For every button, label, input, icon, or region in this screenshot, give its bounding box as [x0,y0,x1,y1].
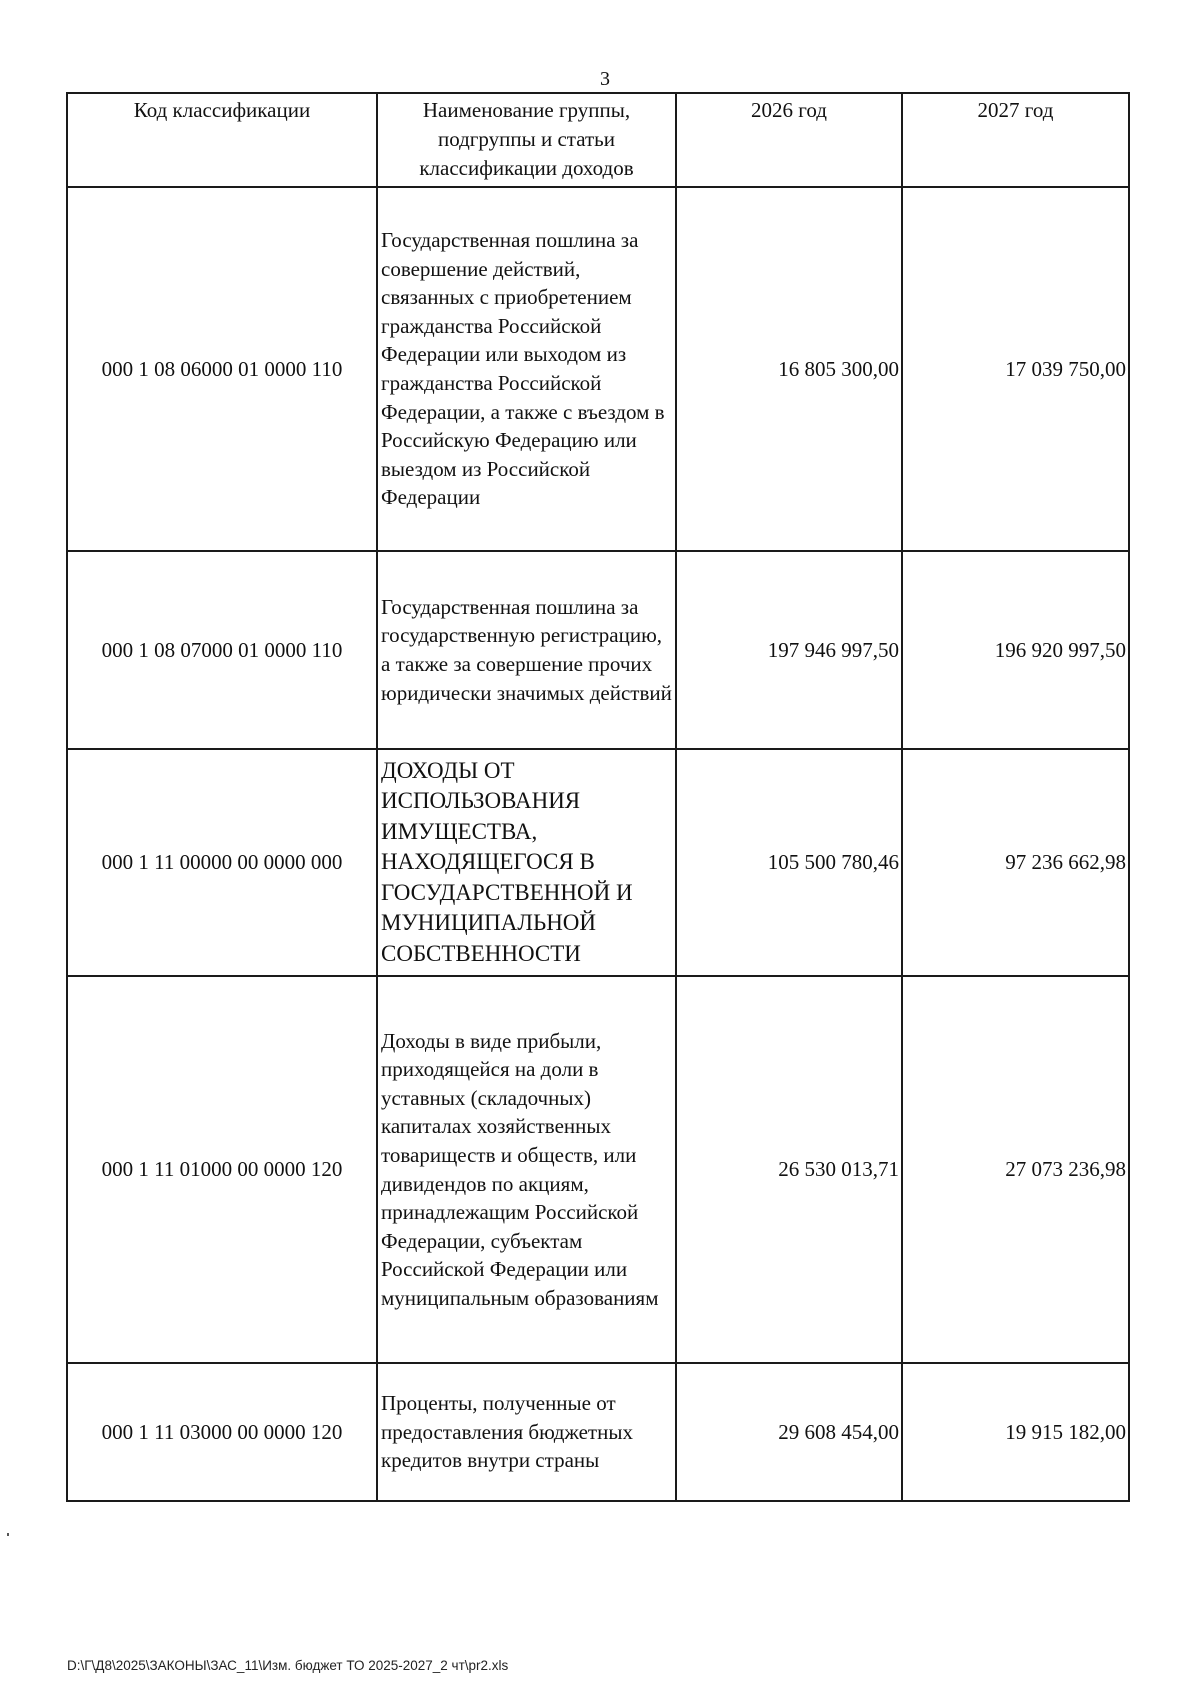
amount-2027: 27 073 236,98 [902,976,1129,1363]
revenue-name: Доходы в виде прибыли, приходящейся на доли в уставных (складочных) капиталах хозяйственных товариществ и обществ, или дивидендов по акциям, принадлежащим Российской Федерации, субъектам Российской Федерации или муниципальным образованиям [377,976,676,1363]
classification-code: 000 1 08 06000 01 0000 110 [67,187,377,551]
table-row [67,187,1129,551]
footer-file-path: D:\Г\Д8\2025\ЗАКОНЫ\ЗАС_11\Изм. бюджет ТО 2025-2027_2 чт\pr2.xls [67,1658,509,1673]
revenue-name: ДОХОДЫ ОТ ИСПОЛЬЗОВАНИЯ ИМУЩЕСТВА, НАХОДЯЩЕГОСЯ В ГОСУДАРСТВЕННОЙ И МУНИЦИПАЛЬНОЙ СОБСТВЕННОСТИ [377,749,676,976]
classification-code: 000 1 11 00000 00 0000 000 [67,749,377,976]
amount-2026: 105 500 780,46 [676,749,902,976]
amount-2027: 17 039 750,00 [902,187,1129,551]
header-name: Наименование группы, подгруппы и статьи классификации доходов [377,93,676,187]
header-2026: 2026 год [676,93,902,187]
table-row [67,976,1129,1363]
amount-2026: 16 805 300,00 [676,187,902,551]
revenue-name: Государственная пошлина за совершение действий, связанных с приобретением гражданства Российской Федерации или выходом из гражданства Российской Федерации, а также с въездом в Российскую Федерацию или выездом из Российской Федерации [377,187,676,551]
amount-2026: 29 608 454,00 [676,1363,902,1501]
revenue-table [66,92,1130,1502]
classification-code: 000 1 11 01000 00 0000 120 [67,976,377,1363]
header-row [67,93,1129,187]
header-code: Код классификации [67,93,377,187]
amount-2027: 19 915 182,00 [902,1363,1129,1501]
revenue-name: Государственная пошлина за государственную регистрацию, а также за совершение прочих юридически значимых действий [377,551,676,749]
scan-speck [7,1533,9,1536]
page-number-text: 3 [600,68,610,90]
table-header [67,93,1129,187]
table-row [67,1363,1129,1501]
amount-2026: 197 946 997,50 [676,551,902,749]
table-body [67,187,1129,1501]
table-row [67,749,1129,976]
classification-code: 000 1 08 07000 01 0000 110 [67,551,377,749]
amount-2027: 196 920 997,50 [902,551,1129,749]
revenue-name: Проценты, полученные от предоставления бюджетных кредитов внутри страны [377,1363,676,1501]
classification-code: 000 1 11 03000 00 0000 120 [67,1363,377,1501]
table-row [67,551,1129,749]
page-number [0,68,1200,91]
amount-2026: 26 530 013,71 [676,976,902,1363]
header-2027: 2027 год [902,93,1129,187]
amount-2027: 97 236 662,98 [902,749,1129,976]
